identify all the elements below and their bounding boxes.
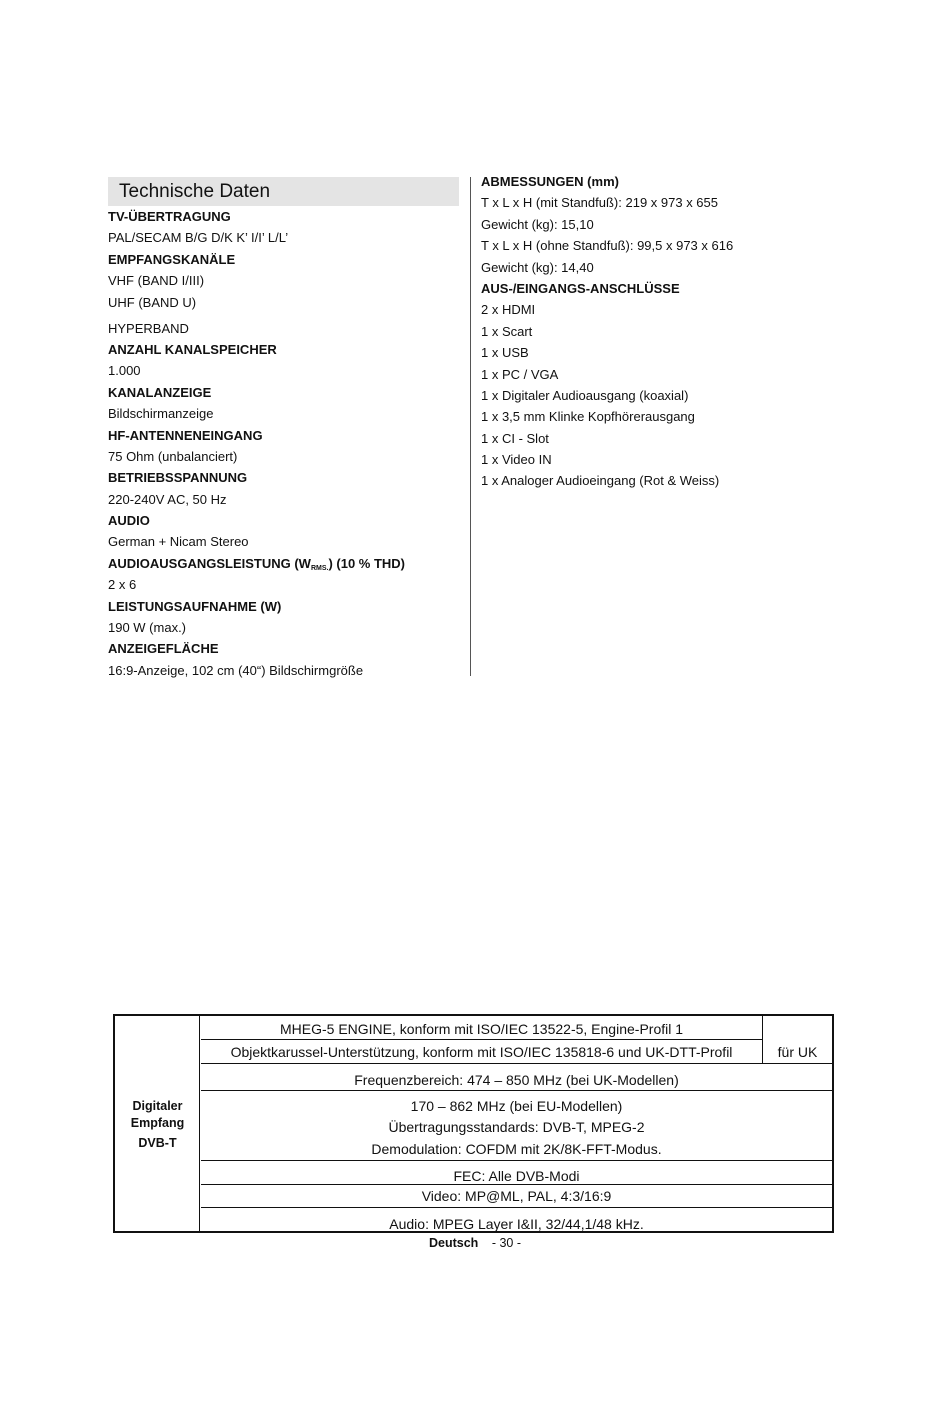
left-label-line1: Digitaler [132, 1099, 183, 1113]
left-item [108, 553, 459, 574]
right-item: AUS-/EINGANGS-ANSCHLÜSSE [481, 280, 680, 296]
right-item: 2 x HDMI [481, 302, 536, 318]
right-item: 1 x CI - Slot [481, 430, 549, 446]
left-item: Bildschirmanzeige [108, 406, 214, 422]
left-spec-list [108, 206, 459, 681]
column-divider [470, 177, 471, 676]
table-row: Video: MP@ML, PAL, 4:3/16:9 [201, 1185, 832, 1208]
left-item: 75 Ohm (unbalanciert) [108, 448, 238, 464]
page-footer [0, 1236, 950, 1250]
left-item: German + Nicam Stereo [108, 534, 249, 550]
right-item: 1 x Analoger Audioeingang (Rot & Weiss) [481, 473, 720, 489]
table-row: Übertragungsstandards: DVB-T, MPEG-2 [388, 1119, 645, 1135]
page-number: - 30 - [491, 1236, 521, 1250]
left-item: VHF (BAND I/III) [108, 273, 205, 289]
left-label-line3: DVB-T [138, 1136, 177, 1150]
dvb-t-spec-table [113, 1014, 834, 1233]
mheg-line2: Objektkarussel-Unterstützung, konform mit ISO/IEC 135818-6 und UK-DTT-Profil [230, 1044, 733, 1060]
left-item: PAL/SECAM B/G D/K K’ I/I’ L/L’ [108, 230, 289, 246]
section-title: Technische Daten [108, 177, 459, 206]
right-item: T x L x H (ohne Standfuß): 99,5 x 973 x 616 [481, 238, 734, 254]
right-item: ABMESSUNGEN (mm) [481, 174, 619, 189]
right-item: Gewicht (kg): 14,40 [481, 259, 594, 275]
right-item: 1 x 3,5 mm Klinke Kopfhörerausgang [481, 409, 695, 425]
right-column [481, 171, 861, 492]
left-item: 1.000 [108, 363, 141, 379]
uk-note: für UK [777, 1044, 818, 1060]
right-item: 1 x PC / VGA [481, 366, 559, 382]
right-item: 1 x Digitaler Audioausgang (koaxial) [481, 387, 689, 403]
left-label-line2: Empfang [130, 1116, 185, 1130]
left-item: BETRIEBSSPANNUNG [108, 470, 248, 486]
left-item: KANALANZEIGE [108, 384, 212, 400]
left-item: HF-ANTENNENEINGANG [108, 427, 263, 443]
table-row-mheg [201, 1016, 832, 1064]
left-item-text: AUDIOAUSGANGSLEISTUNG (W [108, 555, 311, 571]
table-left-cell [115, 1016, 200, 1231]
table-row: Demodulation: COFDM mit 2K/8K-FFT-Modus. [201, 1138, 832, 1161]
right-item: 1 x Video IN [481, 452, 552, 468]
mheg-cell [201, 1016, 763, 1064]
table-row: 170 – 862 MHz (bei EU-Modellen) [410, 1098, 623, 1114]
left-item: 2 x 6 [108, 577, 137, 593]
left-item-text: ) (10 % THD) [328, 555, 406, 571]
right-item: 1 x Scart [481, 323, 533, 339]
mheg-line1: MHEG-5 ENGINE, konform mit ISO/IEC 13522-5, Engine-Profil 1 [201, 1016, 762, 1040]
left-item: 16:9-Anzeige, 102 cm (40“) Bildschirmgröße [108, 662, 364, 678]
left-item: 190 W (max.) [108, 620, 187, 636]
left-item: UHF (BAND U) [108, 294, 197, 310]
left-item: HYPERBAND [108, 320, 189, 336]
table-row: FEC: Alle DVB-Modi [201, 1161, 832, 1185]
right-item: 1 x USB [481, 345, 529, 361]
footer-language: Deutsch [429, 1236, 479, 1250]
left-item: AUDIO [108, 513, 150, 529]
table-row: Frequenzbereich: 474 – 850 MHz (bei UK-Modellen) [201, 1064, 832, 1091]
left-item: ANZAHL KANALSPEICHER [108, 341, 277, 357]
table-row: Audio: MPEG Layer I&II, 32/44,1/48 kHz. [389, 1216, 644, 1232]
left-item: EMPFANGSKANÄLE [108, 251, 236, 267]
left-column [108, 177, 459, 681]
right-spec-list [481, 171, 861, 492]
right-item: Gewicht (kg): 15,10 [481, 216, 594, 232]
left-item-subscript: RMS. [310, 564, 329, 572]
left-item: LEISTUNGSAUFNAHME (W) [108, 598, 282, 614]
left-item: TV-ÜBERTRAGUNG [108, 209, 231, 224]
left-item: 220-240V AC, 50 Hz [108, 491, 227, 507]
left-item: ANZEIGEFLÄCHE [108, 641, 219, 657]
right-item: T x L x H (mit Standfuß): 219 x 973 x 655 [481, 195, 718, 211]
